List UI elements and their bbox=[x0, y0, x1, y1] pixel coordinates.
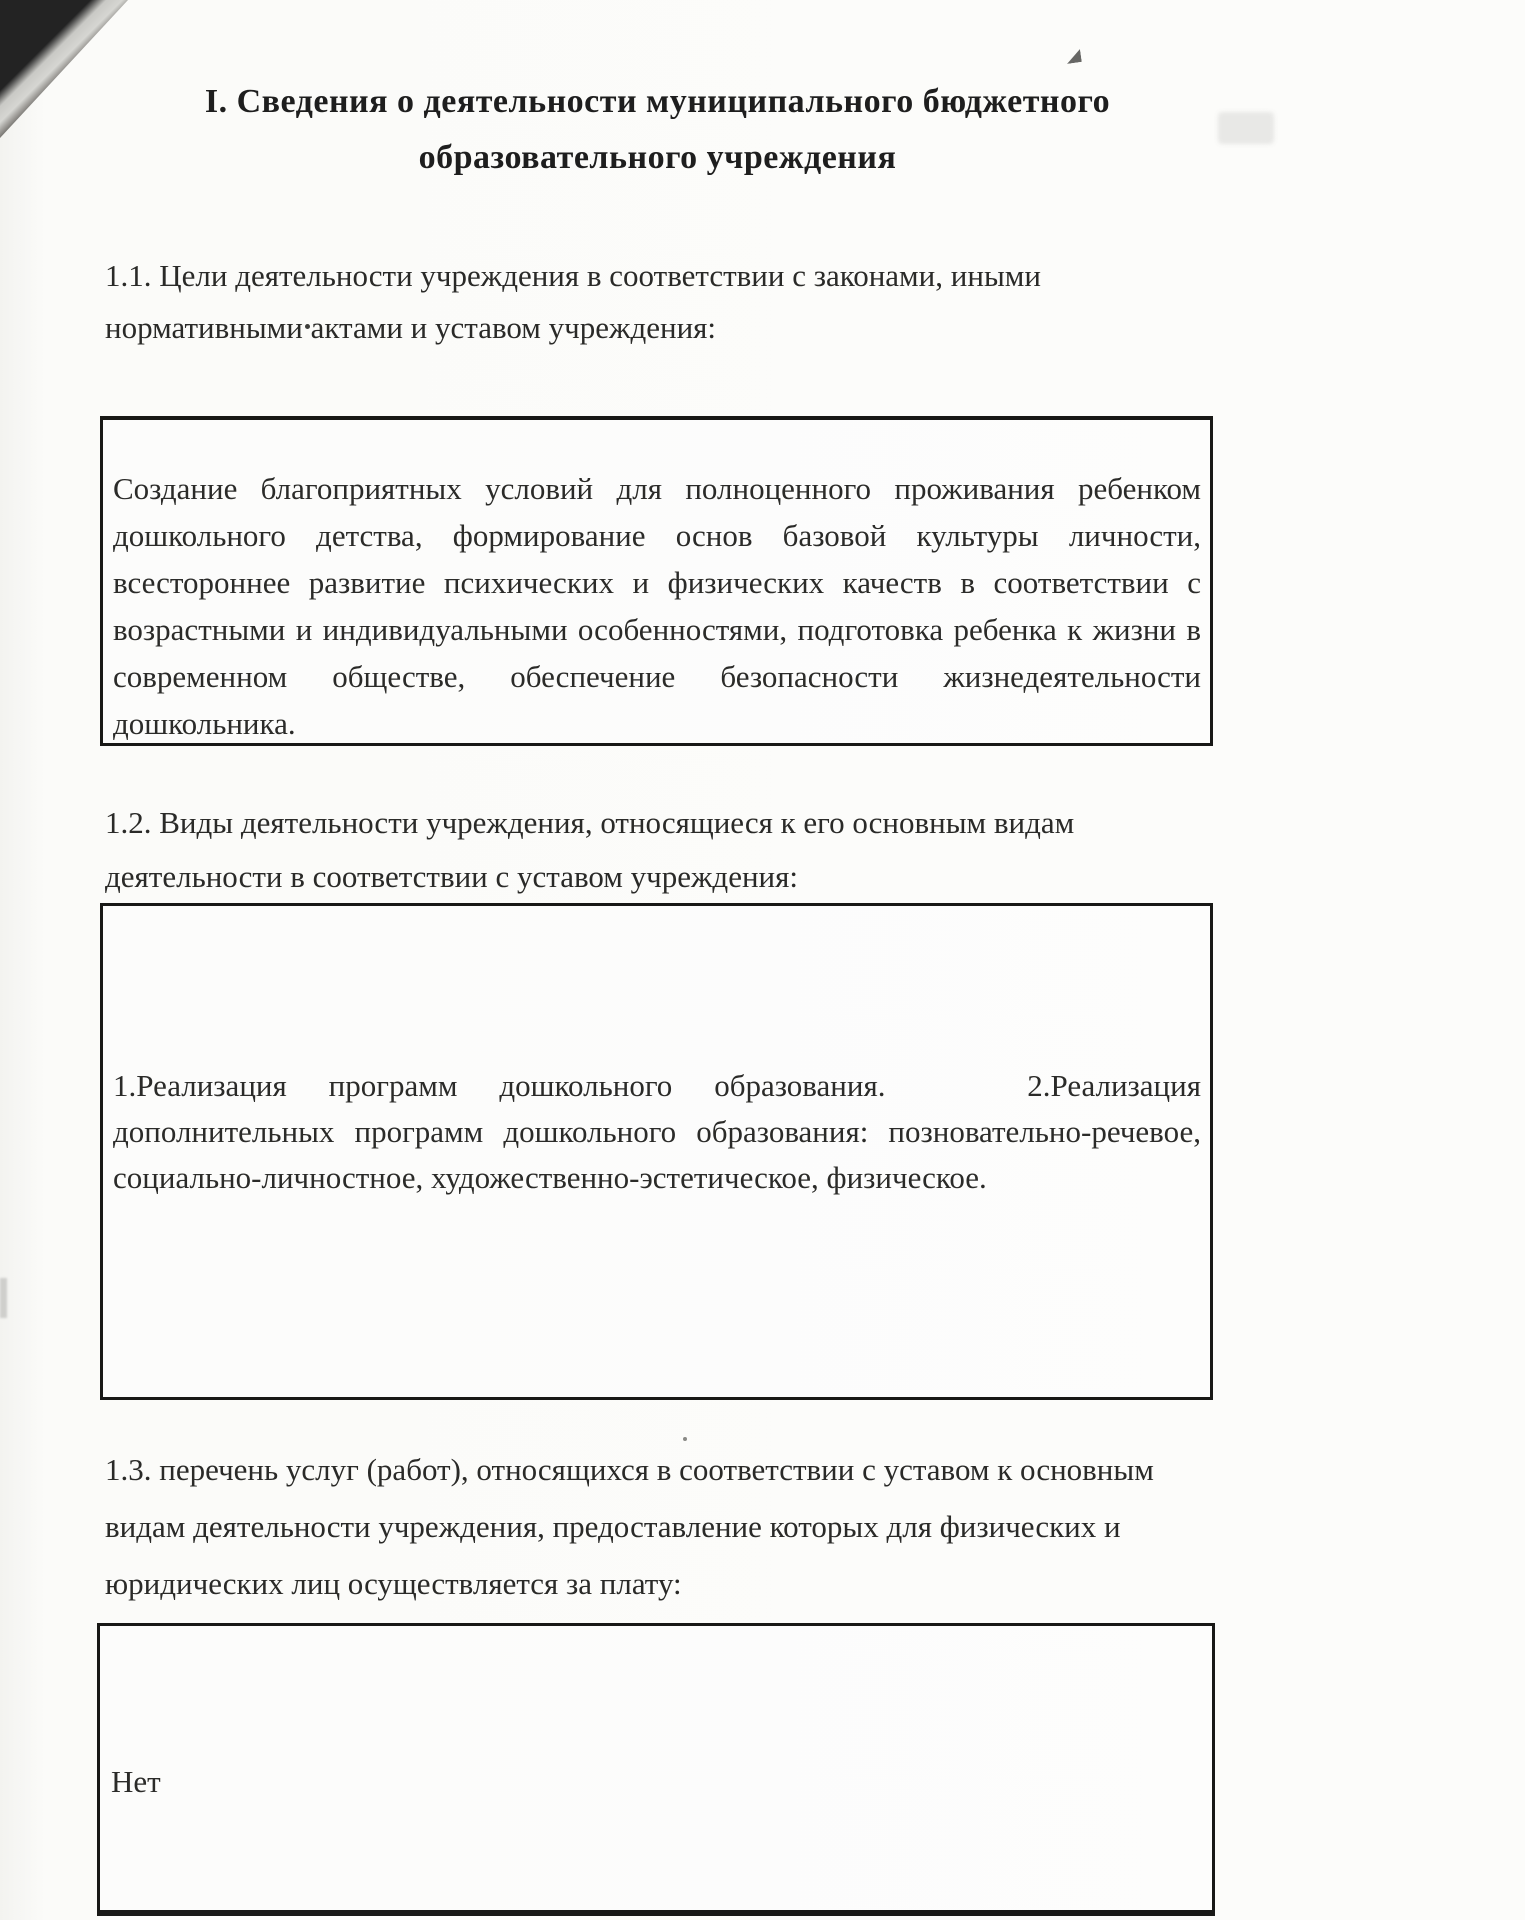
document-title-line-1: I. Сведения о деятельности муниципального бюджетного bbox=[204, 83, 1111, 120]
activities-text-line bbox=[113, 1063, 1201, 1109]
section-1-1-heading-line-1: 1.1. Цели деятельности учреждения в соответствии с законами, иными bbox=[105, 258, 1041, 293]
section-1-2-heading-line-2: деятельности в соответствии с уставом учреждения: bbox=[105, 859, 799, 894]
section-1-3-heading-line-2: видам деятельности учреждения, предоставление которых для физических и bbox=[105, 1509, 1121, 1544]
scan-smudge-right bbox=[1218, 112, 1274, 144]
scan-smudge-left bbox=[0, 1278, 7, 1318]
section-1-1-heading bbox=[105, 250, 1185, 354]
document-title-line-2: образовательного учреждения bbox=[418, 139, 897, 176]
goals-text-line: возрастными и индивидуальными особенностями, подготовка ребенка к жизни в bbox=[113, 612, 1201, 647]
section-1-3-heading bbox=[105, 1441, 1195, 1612]
section-1-2-heading-line-1: 1.2. Виды деятельности учреждения, относящиеся к его основным видам bbox=[105, 805, 1075, 840]
activity-item-2-start: 2.Реализация bbox=[1027, 1068, 1201, 1103]
section-1-1-heading-line-2: нормативными актами и уставом учреждения: bbox=[105, 310, 717, 345]
section-1-3-heading-line-1: 1.3. перечень услуг (работ), относящихся в соответствии с уставом к основным bbox=[105, 1452, 1154, 1487]
section-1-1-content-box bbox=[100, 416, 1213, 746]
goals-text-line: современном обществе, обеспечение безопасности жизнедеятельности дошкольника. bbox=[113, 659, 1201, 741]
goals-text-line: Создание благоприятных условий для полноценного проживания ребенком bbox=[113, 471, 1201, 506]
goals-text-line: дошкольного детства, формирование основ базовой культуры личности, bbox=[113, 518, 1201, 553]
paid-services-answer: Нет bbox=[111, 1764, 161, 1799]
section-1-2-heading bbox=[105, 796, 1185, 904]
section-1-2-content-box bbox=[100, 903, 1213, 1400]
activities-text-line: дополнительных программ дошкольного образования: позновательно-речевое, bbox=[113, 1114, 1201, 1149]
activities-text-line: социально-личностное, художественно-эстетическое, физическое. bbox=[113, 1160, 987, 1195]
section-1-3-content-box bbox=[97, 1623, 1215, 1916]
section-1-3-heading-line-3: юридических лиц осуществляется за плату: bbox=[105, 1566, 682, 1601]
goals-text-line: всестороннее развитие психических и физических качеств в соответствии с bbox=[113, 565, 1201, 600]
scan-ink-mark bbox=[1065, 49, 1082, 64]
activity-item-1: 1.Реализация программ дошкольного образования. bbox=[113, 1068, 886, 1103]
